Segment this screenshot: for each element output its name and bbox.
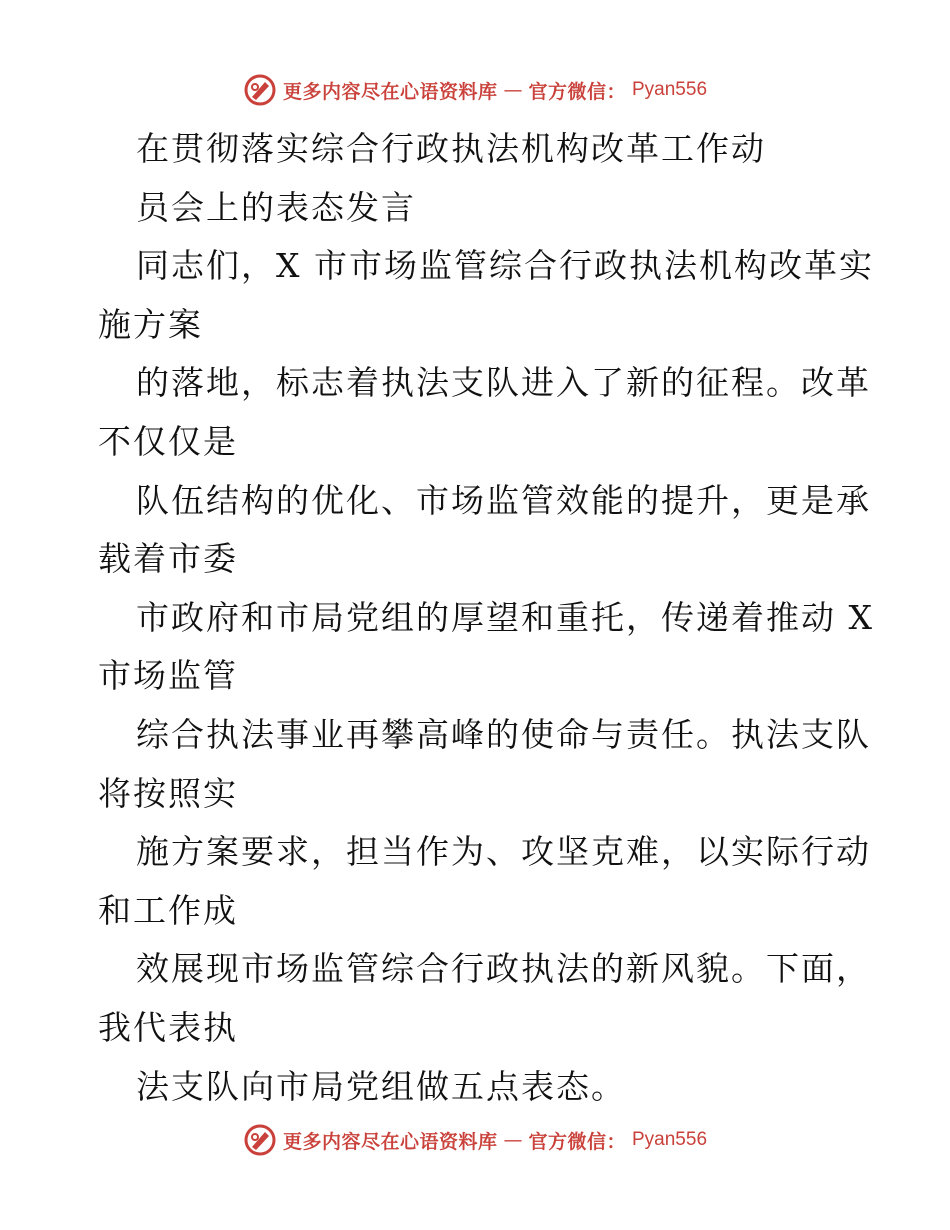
- text-line: 施方案: [98, 304, 203, 344]
- text-line: 市政府和市局党组的厚望和重托，传递着推动 X: [136, 597, 874, 637]
- watermark-contact: 官方微信：: [528, 1130, 626, 1153]
- header-watermark: [0, 70, 950, 110]
- text-line: 综合执法事业再攀高峰的使命与责任。执法支队: [136, 714, 871, 754]
- text-line: 我代表执: [98, 1007, 238, 1047]
- brand-logo-icon: [243, 1123, 277, 1157]
- text-line: 法支队向市局党组做五点表态。: [136, 1066, 626, 1106]
- footer-watermark: [0, 1120, 950, 1160]
- watermark-brand: 更多内容尽在心语资料库: [282, 1130, 498, 1153]
- text-line: 的落地，标志着执法支队进入了新的征程。改革: [136, 363, 871, 403]
- document-body: [98, 120, 874, 1116]
- text-line: 同志们，X 市市场监管综合行政执法机构改革实: [136, 246, 874, 286]
- watermark-contact: 官方微信：: [528, 80, 626, 103]
- watermark-brand: 更多内容尽在心语资料库: [282, 80, 498, 103]
- text-line: 施方案要求，担当作为、攻坚克难，以实际行动: [136, 832, 871, 872]
- watermark-separator: —: [503, 79, 523, 101]
- text-line: 市场监管: [98, 656, 238, 696]
- text-line: 员会上的表态发言: [136, 187, 416, 227]
- text-line: 队伍结构的优化、市场监管效能的提升，更是承: [136, 480, 871, 520]
- watermark-id: Pyan556: [632, 1129, 708, 1150]
- text-line: 不仅仅是: [98, 421, 238, 461]
- watermark-id: Pyan556: [632, 79, 708, 100]
- watermark-separator: —: [503, 1129, 523, 1151]
- text-line: 载着市委: [98, 539, 238, 579]
- text-line: 和工作成: [98, 890, 238, 930]
- brand-logo-icon: [243, 73, 277, 107]
- text-line: 效展现市场监管综合行政执法的新风貌。下面，: [136, 949, 871, 989]
- text-line: 在贯彻落实综合行政执法机构改革工作动: [136, 129, 766, 168]
- text-line: 将按照实: [98, 773, 238, 813]
